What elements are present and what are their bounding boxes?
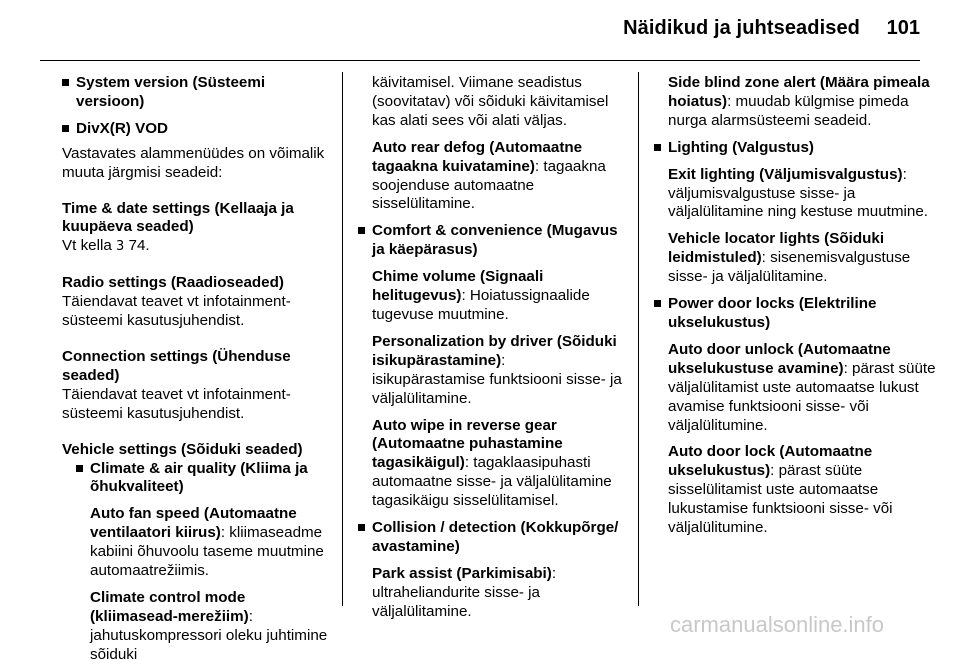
- column-3-top: [654, 74, 944, 131]
- header-rule: [40, 60, 920, 61]
- chime-volume-item: Chime volume (Signaali helitugevus): Hoiatussignaalide tugevuse muutmine.: [372, 268, 590, 323]
- auto-lock-item: Auto door lock (Automaatne ukselukustus): pärast süüte sisselülitamist uste automaatse lukustamise funktsiooni sisse- või väljalülitumine.: [668, 443, 893, 537]
- auto-unlock-item: Auto door unlock (Automaatne ukselukustuse avamine): pärast süüte väljalülitamist uste automaatse lukust avamise funktsiooni sisse- või väljalülitumine.: [668, 340, 936, 434]
- radio-settings-title: Radio settings (Raadioseaded): [62, 274, 284, 292]
- bullet-square-icon: [62, 125, 69, 132]
- page-reference-arrow-icon: 3: [116, 239, 125, 255]
- collision-items: [358, 565, 630, 622]
- bullet-system-version: System version (Süsteemi versioon): [62, 74, 332, 112]
- bullet-square-icon: [62, 79, 69, 86]
- time-settings-text: Vt kella 3 74.: [62, 237, 150, 255]
- bullet-lighting: Lighting (Valgustus): [654, 139, 944, 158]
- climate-mode-continued: käivitamisel. Viimane seadistus (soovitatav) või sõiduki käivitamisel kas alati sees või alati väljas.: [372, 74, 609, 129]
- comfort-items: [358, 268, 630, 511]
- column-2-top: [358, 74, 630, 214]
- blind-zone-item: Side blind zone alert (Määra pimeala hoiatus): muudab külgmise pimeda nurga alarmsüsteemi seadeid.: [668, 74, 930, 129]
- park-assist-item: Park assist (Parkimisabi): ultraheliandurite sisse- ja väljalülitamine.: [372, 564, 557, 620]
- rear-defog-item: Auto rear defog (Automaatne tagaakna kuivatamine): tagaakna soojenduse automaatne sisselülitamine.: [372, 138, 606, 213]
- column-3: [654, 66, 944, 538]
- exit-lighting-item: Exit lighting (Väljumisvalgustus): väljumisvalgustuse sisse- ja väljalülitamine ning kestuse muutmine.: [668, 165, 929, 221]
- column-divider-left: [342, 72, 343, 606]
- bullet-climate: Climate & air quality (Kliima ja õhukvaliteet): [76, 460, 332, 498]
- bullet-collision: Collision / detection (Kokkupõrge/ avastamine): [358, 519, 630, 557]
- bullet-divx: DivX(R) VOD: [62, 120, 332, 139]
- radio-settings-text: Täiendavat teavet vt infotainment-süsteemi kasutusjuhendist.: [62, 293, 291, 330]
- column-1: [62, 66, 332, 665]
- personalization-item: Personalization by driver (Sõiduki isikupärastamine): isikupärastamise funktsiooni sisse- ja väljalülitamine.: [372, 332, 622, 407]
- auto-wipe-item: Auto wipe in reverse gear (Automaatne puhastamine tagasikäigul): tagaklaasipuhasti automaatne sisse- ja väljalülitamine tagasikäigu sisselülitamisel.: [372, 416, 612, 510]
- lighting-items: [654, 166, 944, 287]
- watermark: carmanualsonline.info: [670, 612, 885, 637]
- column-divider-right: [638, 72, 639, 606]
- climate-mode-item: Climate control mode (kliimasead-merežiim): jahutuskompressori oleku juhtimine sõiduki: [90, 588, 328, 663]
- bullet-square-icon: [358, 524, 365, 531]
- locator-lights-item: Vehicle locator lights (Sõiduki leidmistuled): sisenemisvalgustuse sisse- ja väljalülitamine.: [668, 230, 911, 286]
- bullet-square-icon: [654, 144, 661, 151]
- bullet-square-icon: [76, 465, 83, 472]
- bullet-square-icon: [358, 227, 365, 234]
- fan-speed-item: Auto fan speed (Automaatne ventilaatori kiirus): kliimaseadme kabiini õhuvoolu taseme muutmine automaatrežiimis.: [90, 505, 324, 580]
- connection-settings-title: Connection settings (Ühenduse seaded): [62, 347, 291, 384]
- page-number: 101: [886, 17, 920, 39]
- intro-text: Vastavates alammenüüdes on võimalik muuta järgmisi seadeid:: [62, 144, 325, 181]
- vehicle-settings-list: [62, 460, 332, 665]
- column-2: [358, 66, 630, 622]
- page-header: [0, 0, 960, 60]
- bullet-power-locks: Power door locks (Elektriline ukselukustus): [654, 295, 944, 333]
- bullet-square-icon: [654, 300, 661, 307]
- page-title: Näidikud ja juhtseadised: [623, 17, 860, 39]
- time-settings-title: Time & date settings (Kellaaja ja kuupäeva seaded): [62, 199, 294, 236]
- climate-items: [76, 505, 332, 664]
- vehicle-settings-title: Vehicle settings (Sõiduki seaded): [62, 440, 303, 458]
- connection-settings-text: Täiendavat teavet vt infotainment-süsteemi kasutusjuhendist.: [62, 385, 291, 422]
- power-lock-items: [654, 341, 944, 538]
- bullet-comfort: Comfort & convenience (Mugavus ja käepärasus): [358, 222, 630, 260]
